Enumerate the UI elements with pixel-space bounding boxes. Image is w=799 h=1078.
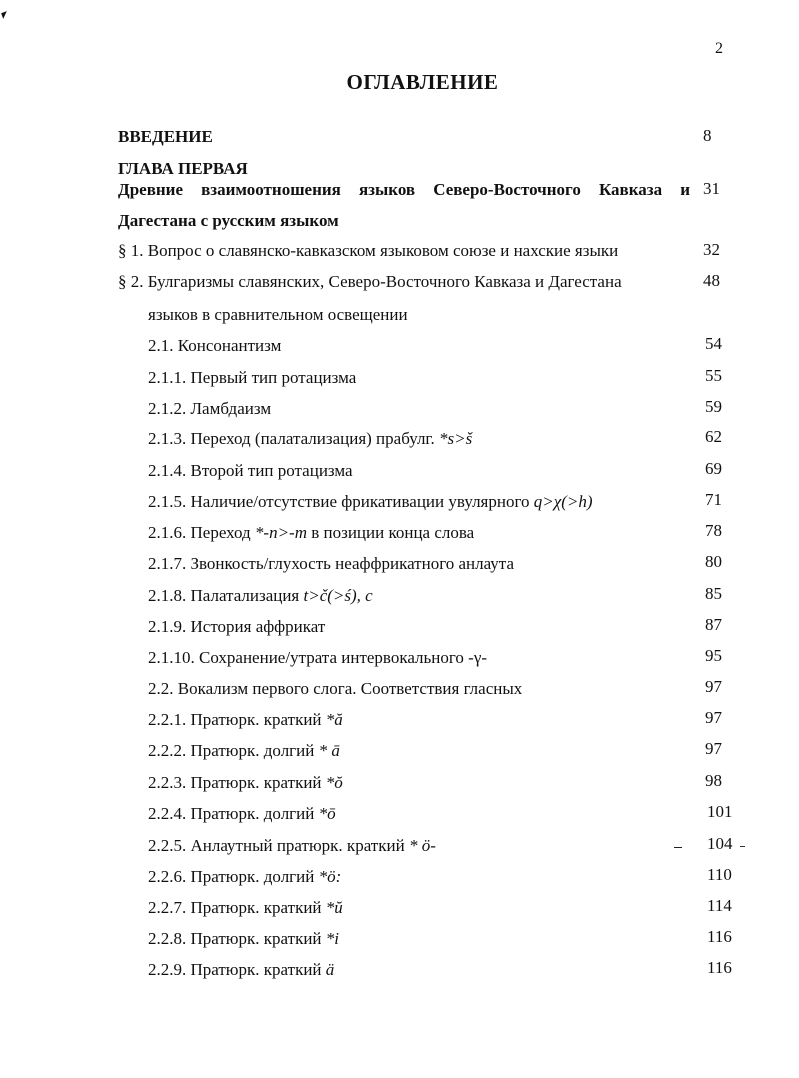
toc-item: 2.2.2. Пратюрк. долгий * ā	[148, 741, 340, 760]
toc-item: 2.2.8. Пратюрк. краткий *i	[148, 929, 340, 948]
toc-item: 2.2.5. Анлаутный пратюрк. краткий * ö-	[148, 836, 436, 855]
toc-item: 2.2.6. Пратюрк. долгий *ö:	[148, 867, 342, 886]
toc-item-page: 55	[705, 366, 722, 385]
toc-item: 2.1.8. Палатализация t>č(>ś), c	[148, 586, 373, 605]
section-2-line1: § 2. Булгаризмы славянских, Северо-Восточного Кавказа и Дагестана	[118, 272, 622, 291]
toc-intro-page: 8	[703, 126, 712, 145]
toc-item: 2.1.4. Второй тип ротацизма	[148, 461, 353, 480]
toc-item: 2.1. Консонантизм	[148, 336, 282, 355]
toc-intro-label: ВВЕДЕНИЕ	[118, 127, 213, 146]
toc-item: 2.1.7. Звонкость/глухость неаффрикатного анлаута	[148, 554, 514, 573]
toc-item-page: 97	[705, 739, 722, 758]
toc-item-page: 97	[705, 677, 722, 696]
toc-item-page: 116	[707, 958, 732, 977]
section-1-page: 32	[703, 240, 720, 259]
toc-item: 2.1.5. Наличие/отсутствие фрикативации увулярного q>χ(>h)	[148, 492, 593, 511]
toc-item-page: 62	[705, 427, 722, 446]
toc-item-page: 114	[707, 896, 732, 915]
section-1-label: § 1. Вопрос о славянско-кавказском языковом союзе и нахские языки	[118, 241, 619, 260]
section-2-line2: языков в сравнительном освещении	[148, 305, 408, 324]
toc-item-page: 85	[705, 584, 722, 603]
scan-tail-mark	[740, 846, 745, 847]
toc-item-page: 95	[705, 646, 722, 665]
toc-item: 2.1.10. Сохранение/утрата интервокального -γ-	[148, 648, 487, 667]
toc-item: 2.2.9. Пратюрк. краткий ä	[148, 960, 335, 979]
chapter-heading: ГЛАВА ПЕРВАЯ	[118, 159, 248, 178]
page-title: ОГЛАВЛЕНИЕ	[346, 70, 499, 94]
scan-dash-mark	[674, 847, 682, 848]
toc-item-page: 104	[707, 834, 733, 853]
chapter-page: 31	[703, 179, 720, 198]
toc-item-page: 54	[705, 334, 722, 353]
chapter-title-line2: Дагестана с русским языком	[118, 211, 339, 230]
toc-item: 2.1.2. Ламбдаизм	[148, 399, 272, 418]
chapter-title-line1: Древние взаимоотношения языков Северо-Восточного Кавказа и	[118, 180, 690, 199]
page-number: 2	[715, 40, 723, 57]
toc-item: 2.2.1. Пратюрк. краткий *ă	[148, 710, 343, 729]
toc-item-page: 80	[705, 552, 722, 571]
toc-item-page: 69	[705, 459, 722, 478]
toc-item-page: 116	[707, 927, 732, 946]
toc-item-page: 87	[705, 615, 722, 634]
toc-item-page: 97	[705, 708, 722, 727]
toc-item: 2.2.7. Пратюрк. краткий *ŭ	[148, 898, 343, 917]
toc-item-page: 78	[705, 521, 722, 540]
toc-item: 2.2. Вокализм первого слога. Соответствия гласных	[148, 679, 523, 698]
toc-item-page: 98	[705, 771, 722, 790]
toc-item: 2.1.1. Первый тип ротацизма	[148, 368, 357, 387]
toc-item: 2.2.4. Пратюрк. долгий *ō	[148, 804, 336, 823]
toc-item-page: 59	[705, 397, 722, 416]
toc-item-page: 101	[707, 802, 733, 821]
section-2-page: 48	[703, 271, 720, 290]
toc-item: 2.1.3. Переход (палатализация) прабулг. *s>š	[148, 429, 473, 448]
toc-item-page: 110	[707, 865, 732, 884]
corner-scan-mark	[1, 11, 9, 19]
toc-item-page: 71	[705, 490, 722, 509]
toc-item: 2.2.3. Пратюрк. краткий *ŏ	[148, 773, 343, 792]
toc-item: 2.1.9. История аффрикат	[148, 617, 326, 636]
toc-item: 2.1.6. Переход *-n>-m в позиции конца слова	[148, 523, 475, 542]
